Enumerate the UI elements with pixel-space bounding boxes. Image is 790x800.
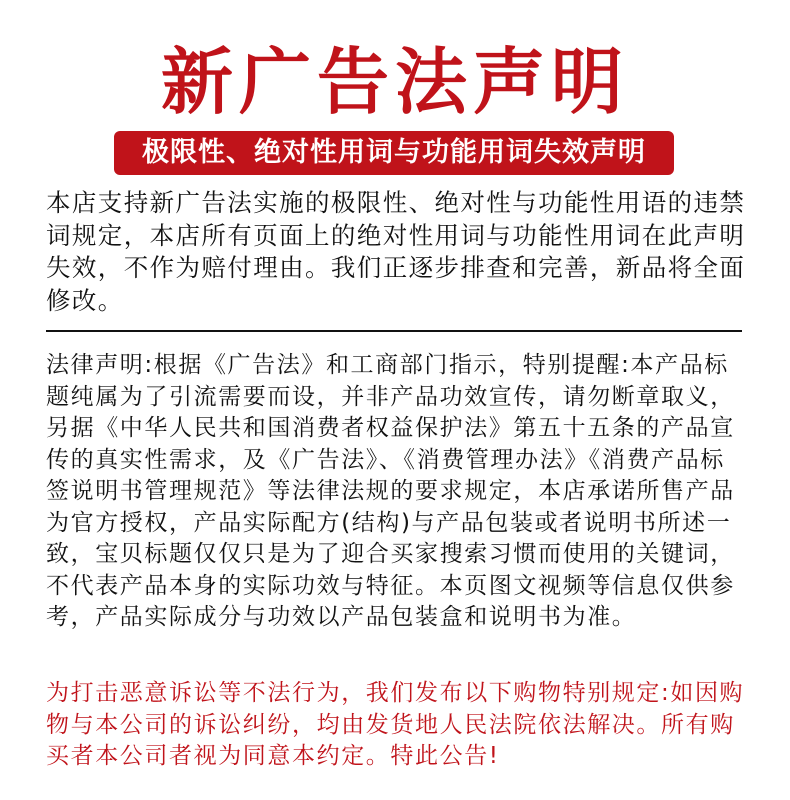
intro-paragraph: 本店支持新广告法实施的极限性、绝对性与功能性用语的违禁词规定，本店所有页面上的绝对性用词与功能性用词在此声明失效，不作为赔付理由。我们正逐步排查和完善，新品将全面修改。 xyxy=(46,188,746,315)
page-title: 新广告法声明 xyxy=(160,40,629,124)
divider-line xyxy=(46,330,742,332)
legal-statement-paragraph: 法律声明:根据《广告法》和工商部门指示，特别提醒:本产品标题纯属为了引流需要而设，并非产品功效宣传，请勿断章取义，另据《中华人民共和国消费者权益保护法》第五十五条的产品宣传的真实性需求，及《广告法》、《消费管理办法》《消费产品标签说明书管理规范》等法律法规的要求规定，本店承诺所售产品为官方授权，产品实际配方(结构)与产品包装或者说明书所述一致，宝贝标题仅仅只是为了迎合买家搜索习惯而使用的关键词，不代表产品本身的实际功效与特征。本页图文视频等信息仅供参考，产品实际成分与功效以产品包装盒和说明书为准。 xyxy=(46,352,735,630)
special-notice-paragraph: 为打击恶意诉讼等不法行为，我们发布以下购物特别规定:如因购物与本公司的诉讼纠纷，均由发货地人民法院依法解决。所有购买者本公司者视为同意本约定。特此公告! xyxy=(46,680,745,769)
subtitle-banner: 极限性、绝对性用词与功能用词失效声明 xyxy=(114,131,674,175)
